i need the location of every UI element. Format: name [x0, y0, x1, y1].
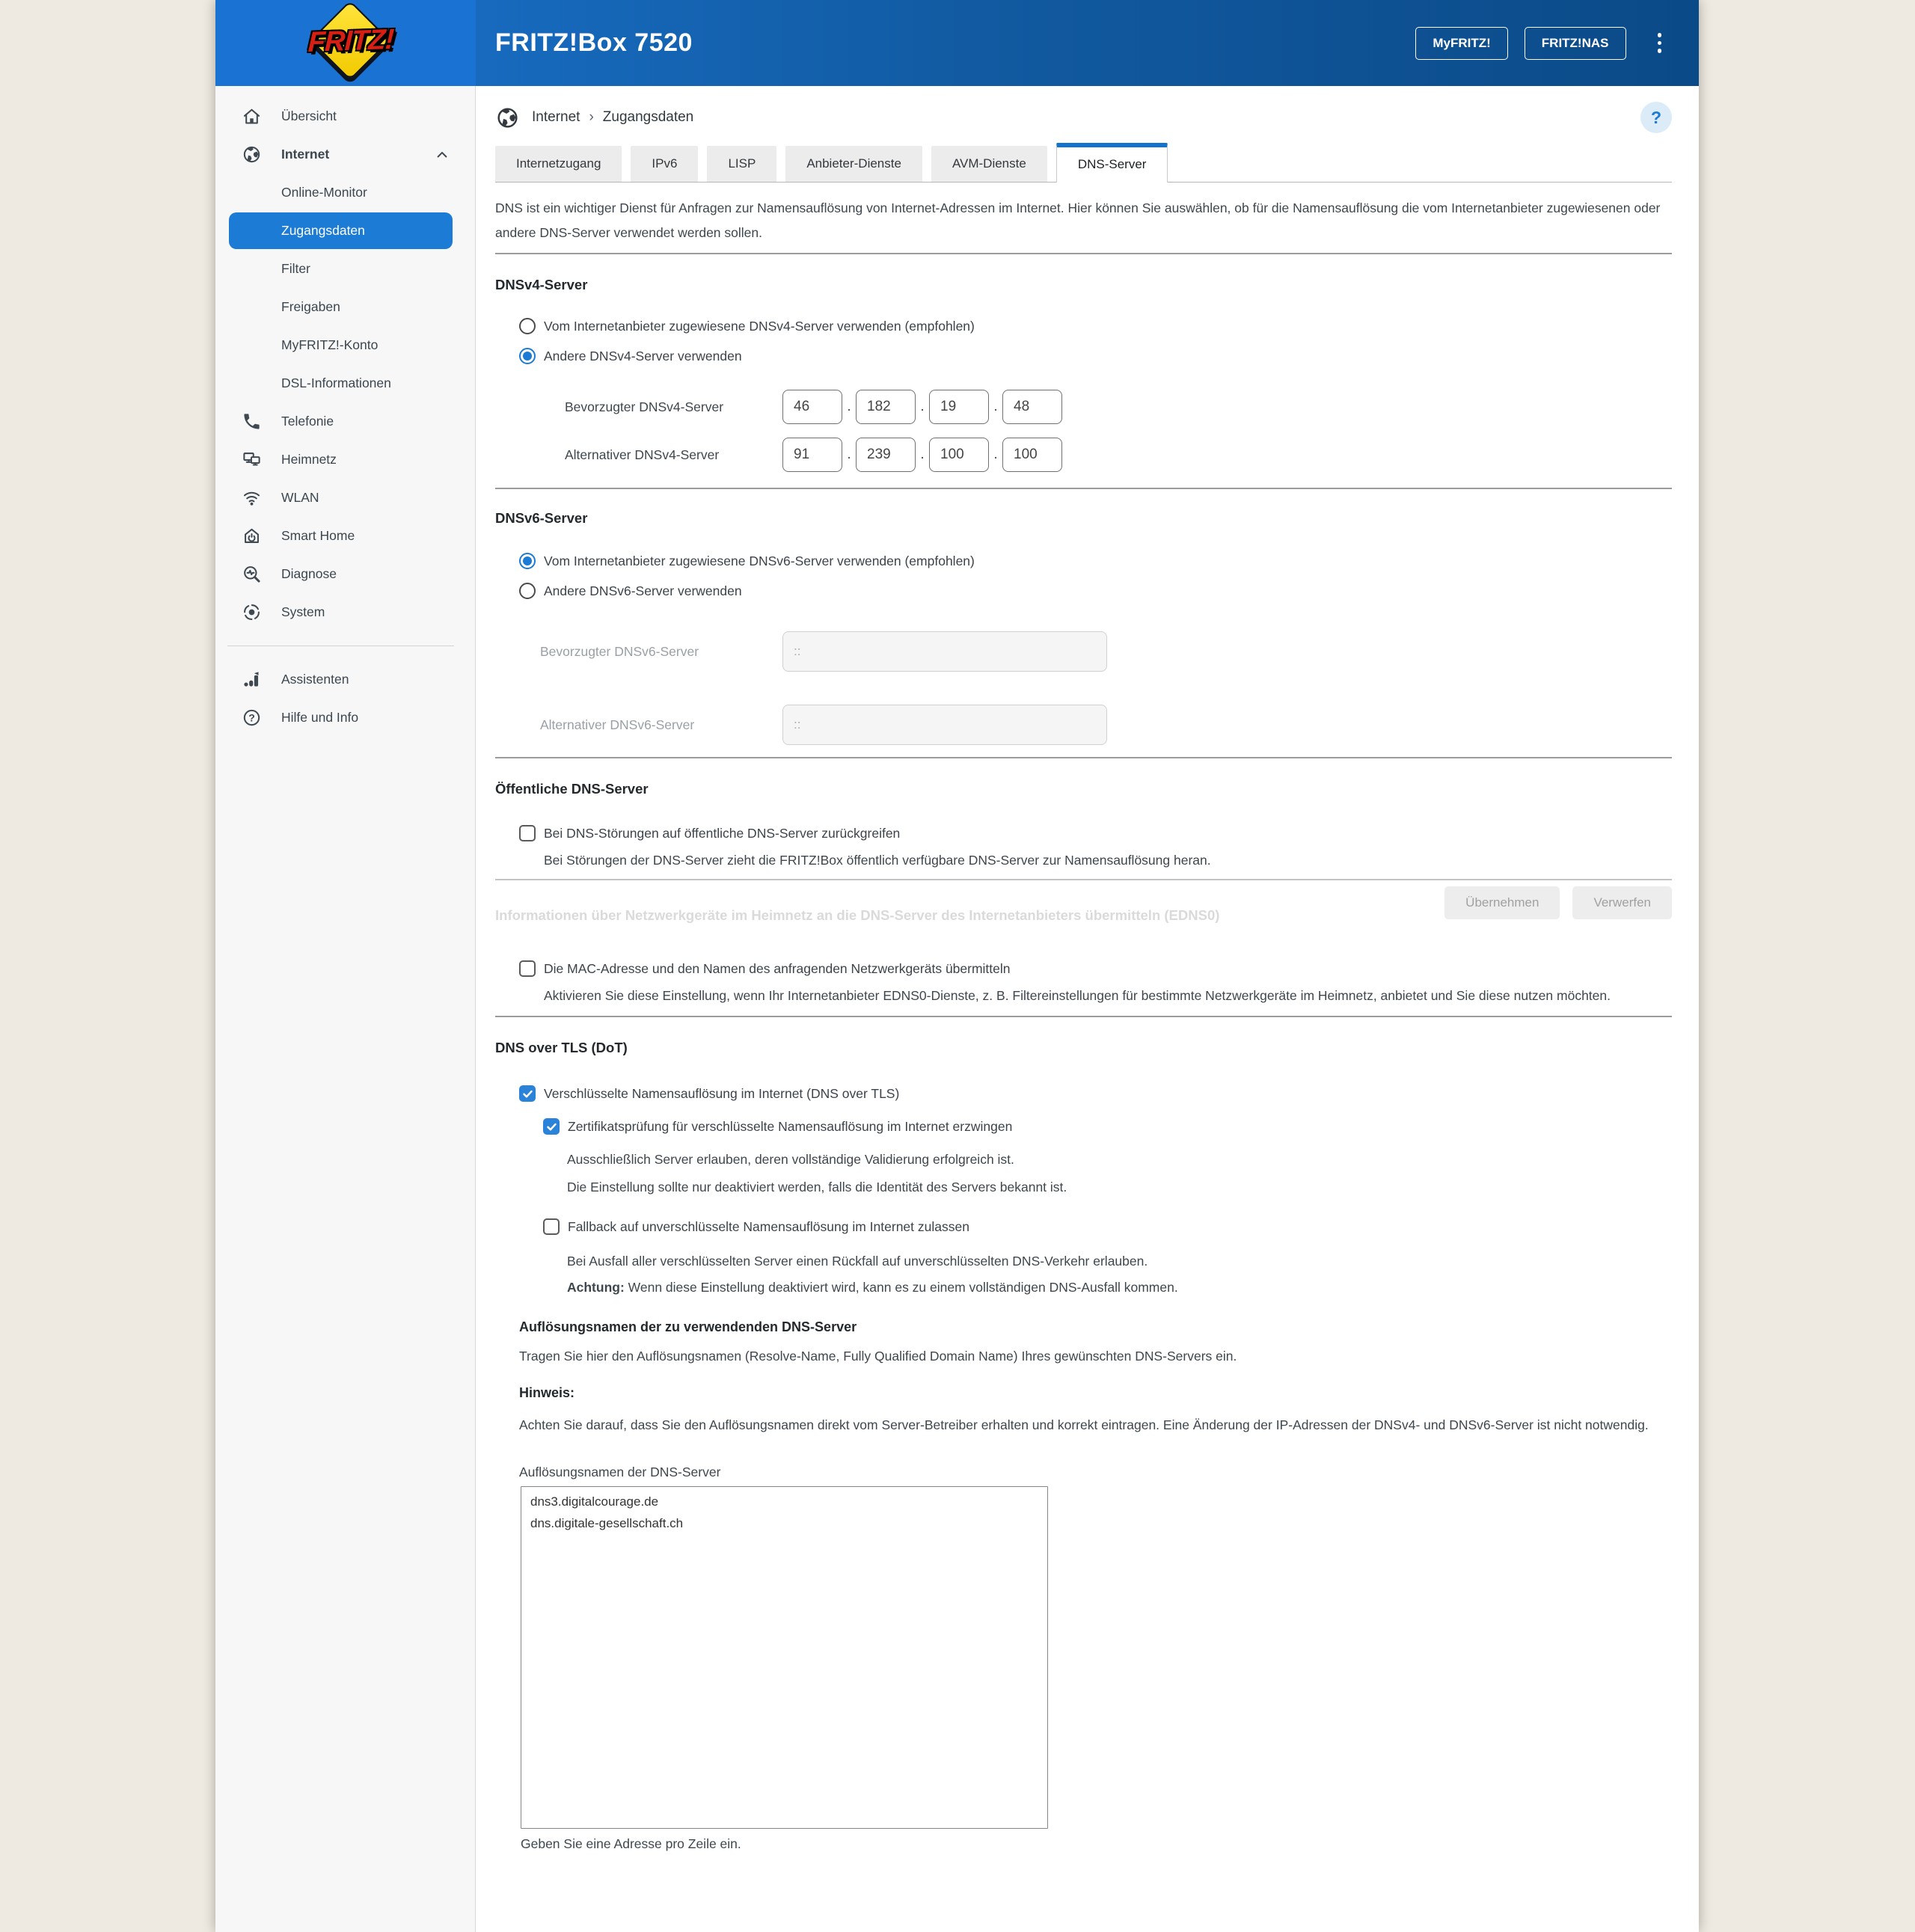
divider	[495, 253, 1672, 254]
dnsv4-alternative-row	[495, 431, 1672, 479]
checkbox-label: Verschlüsselte Namensauflösung im Internet (DNS over TLS)	[544, 1085, 900, 1101]
apply-bar	[495, 880, 1672, 940]
dnsv4-heading: DNSv4-Server	[495, 277, 588, 292]
radio-label: Andere DNSv6-Server verwenden	[544, 583, 742, 598]
octet-separator: .	[847, 399, 851, 414]
field-label: Bevorzugter DNSv6-Server	[540, 643, 699, 659]
checkbox-label: Zertifikatsprüfung für verschlüsselte Namensauflösung im Internet erzwingen	[568, 1118, 1013, 1134]
dnsv4-provider-option[interactable]	[519, 311, 1672, 341]
sidebar-item-label: Heimnetz	[281, 452, 337, 467]
fritz-logo	[305, 3, 396, 84]
dnsv4-preferred-row	[495, 383, 1672, 431]
sidebar-item-hilfe-und-info[interactable]	[215, 699, 475, 737]
sidebar-item-label: Zugangsdaten	[281, 223, 365, 238]
dnsv4-preferred-octet-1[interactable]	[782, 390, 842, 424]
sidebar-item-filter[interactable]	[215, 250, 475, 288]
octet-separator: .	[920, 399, 925, 414]
dnsv6-preferred-input[interactable]	[782, 631, 1107, 672]
checkbox-label: Fallback auf unverschlüsselte Namensauflösung im Internet zulassen	[568, 1218, 969, 1234]
radio-label: Andere DNSv4-Server verwenden	[544, 348, 742, 364]
dnsv4-preferred-octet-4[interactable]	[1002, 390, 1062, 424]
check-icon	[546, 1121, 557, 1132]
dot-fallback-desc: Bei Ausfall aller verschlüsselten Server einen Rückfall auf unverschlüsselten DNS-Verkehr erlauben.	[567, 1254, 1148, 1269]
edns0-checkbox-row[interactable]	[519, 954, 1672, 984]
globe-icon	[495, 105, 520, 130]
dot-encrypted-checkbox-row[interactable]	[519, 1079, 1672, 1108]
public-dns-heading: Öffentliche DNS-Server	[495, 781, 649, 797]
tab-internetzugang[interactable]: Internetzugang	[495, 146, 622, 182]
sidebar-item-label: System	[281, 604, 325, 619]
sidebar-item-diagnose[interactable]	[215, 555, 475, 593]
main-content	[476, 86, 1699, 1932]
tab-avm-dienste[interactable]: AVM-Dienste	[931, 146, 1047, 182]
radio-checked-icon[interactable]	[519, 553, 536, 569]
sidebar-divider	[227, 645, 454, 646]
sidebar-item-internet[interactable]	[215, 135, 475, 174]
octet-separator: .	[920, 447, 925, 462]
sidebar-item-label: WLAN	[281, 490, 319, 505]
resolver-field-label: Auflösungsnamen der DNS-Server	[519, 1465, 721, 1479]
resolver-textarea[interactable]	[521, 1486, 1048, 1829]
dnsv4-preferred-octet-3[interactable]	[929, 390, 989, 424]
breadcrumb-section[interactable]: Internet	[532, 109, 580, 125]
sidebar-item-label: Filter	[281, 261, 310, 276]
radio-label: Vom Internetanbieter zugewiesene DNSv4-Server verwenden (empfohlen)	[544, 318, 975, 334]
tab-anbieter-dienste[interactable]: Anbieter-Dienste	[785, 146, 922, 182]
breadcrumb-page: Zugangsdaten	[602, 109, 694, 125]
dnsv4-alternative-octet-4[interactable]	[1002, 438, 1062, 472]
smart-home-icon	[242, 526, 262, 546]
assistants-icon	[242, 669, 262, 690]
sidebar-item-system[interactable]	[215, 593, 475, 631]
fritznas-button[interactable]: FRITZ!NAS	[1525, 27, 1626, 60]
sidebar-item-dsl-informationen[interactable]	[215, 364, 475, 402]
dnsv4-other-option[interactable]	[519, 341, 1672, 371]
breadcrumb-separator-icon: ›	[589, 109, 594, 125]
resolver-hint: Geben Sie eine Adresse pro Zeile ein.	[521, 1836, 741, 1851]
dnsv6-alternative-input[interactable]	[782, 705, 1107, 745]
dot-certcheck-desc2: Die Einstellung sollte nur deaktiviert werden, falls die Identität des Servers bekannt ist.	[567, 1180, 1067, 1195]
dnsv6-other-option[interactable]	[519, 576, 1672, 606]
tab-bar	[495, 143, 1672, 183]
diagnose-icon	[242, 564, 262, 584]
resolver-note-text: Achten Sie darauf, dass Sie den Auflösungsnamen direkt vom Server-Betreiber erhalten und korrekt eintragen. Eine Änderung der IP-Adressen der DNSv4- und DNSv6-Server ist nicht notwendig.	[519, 1417, 1649, 1432]
home-icon	[242, 106, 262, 126]
help-icon	[242, 708, 262, 728]
sidebar-item-label: Freigaben	[281, 299, 340, 314]
sidebar-item-zugangsdaten[interactable]	[229, 212, 453, 249]
phone-icon	[242, 411, 262, 432]
sidebar-item-label: DSL-Informationen	[281, 375, 391, 390]
sidebar-item-label: MyFRITZ!-Konto	[281, 337, 379, 352]
edns0-description: Aktivieren Sie diese Einstellung, wenn Ihr Internetanbieter EDNS0-Dienste, z. B. Filtereinstellungen für bestimmte Netzwerkgeräte im Heimnetz, anbietet und Sie diese nutzen möchten.	[544, 988, 1611, 1003]
sidebar-item-myfritz-konto[interactable]	[215, 326, 475, 364]
radio-label: Vom Internetanbieter zugewiesene DNSv6-Server verwenden (empfohlen)	[544, 553, 975, 568]
sidebar-item-label: Internet	[281, 147, 330, 162]
wifi-icon	[242, 488, 262, 508]
page-title: FRITZ!Box 7520	[495, 28, 693, 57]
resolver-heading: Auflösungsnamen der zu verwendenden DNS-Server	[519, 1319, 857, 1334]
sidebar-item-label: Online-Monitor	[281, 185, 367, 200]
network-icon	[242, 450, 262, 470]
system-icon	[242, 602, 262, 622]
dot-fallback-checkbox-row[interactable]	[543, 1212, 1672, 1242]
sidebar-item-freigaben[interactable]	[215, 288, 475, 326]
chevron-up-icon	[435, 147, 450, 162]
checkbox-checked-icon[interactable]	[543, 1118, 560, 1135]
checkbox-checked-icon[interactable]	[519, 1085, 536, 1102]
warning-label: Achtung:	[567, 1280, 625, 1295]
field-label: Alternativer DNSv6-Server	[540, 717, 695, 732]
octet-separator: .	[993, 399, 998, 414]
dnsv6-preferred-row	[495, 631, 1672, 672]
dot-warning	[567, 1275, 1672, 1300]
sidebar-item-label: Telefonie	[281, 414, 334, 429]
sidebar-item-label: Übersicht	[281, 108, 337, 123]
field-label: Alternativer DNSv4-Server	[565, 447, 720, 462]
public-dns-description: Bei Störungen der DNS-Server zieht die FRITZ!Box öffentlich verfügbare DNS-Server zur Namensauflösung heran.	[544, 853, 1211, 868]
header-main	[476, 0, 1699, 86]
app-window	[215, 0, 1699, 1932]
checkbox-unchecked-icon[interactable]	[519, 960, 536, 977]
octet-separator: .	[993, 447, 998, 462]
header	[215, 0, 1699, 86]
sidebar-item-wlan[interactable]	[215, 479, 475, 517]
dnsv6-heading: DNSv6-Server	[495, 510, 588, 526]
divider	[495, 488, 1672, 489]
dot-certcheck-checkbox-row[interactable]	[543, 1111, 1672, 1141]
dnsv4-alternative-octet-3[interactable]	[929, 438, 989, 472]
body	[215, 86, 1699, 1932]
dnsv6-alternative-row	[495, 705, 1672, 745]
sidebar-item-label: Diagnose	[281, 566, 337, 581]
breadcrumb	[495, 86, 1672, 132]
tab-lisp[interactable]: LISP	[707, 146, 776, 182]
dot-certcheck-desc1: Ausschließlich Server erlauben, deren vollständige Validierung erfolgreich ist.	[567, 1152, 1014, 1167]
sidebar-item-heimnetz[interactable]	[215, 441, 475, 479]
globe-icon	[242, 144, 262, 165]
check-icon	[522, 1088, 533, 1100]
myfritz-button[interactable]: MyFRITZ!	[1415, 27, 1507, 60]
sidebar-item-online-monitor[interactable]	[215, 174, 475, 212]
divider	[495, 757, 1672, 758]
radio-unchecked-icon[interactable]	[519, 318, 536, 334]
radio-checked-icon[interactable]	[519, 348, 536, 364]
edns0-heading: Informationen über Netzwerkgeräte im Heimnetz an die DNS-Server des Internetanbieters übermitteln (EDNS0)	[495, 907, 1220, 923]
sidebar-item-smart-home[interactable]	[215, 517, 475, 555]
kebab-menu-icon[interactable]	[1658, 33, 1662, 53]
discard-button[interactable]: Verwerfen	[1572, 886, 1672, 919]
tab-ipv6[interactable]: IPv6	[631, 146, 698, 182]
dnsv4-alternative-octet-2[interactable]	[856, 438, 916, 472]
checkbox-label: Bei DNS-Störungen auf öffentliche DNS-Server zurückgreifen	[544, 825, 901, 841]
dnsv4-alternative-octet-1[interactable]	[782, 438, 842, 472]
dnsv4-preferred-octet-2[interactable]	[856, 390, 916, 424]
dot-heading: DNS over TLS (DoT)	[495, 1040, 628, 1055]
divider	[495, 1016, 1672, 1017]
radio-unchecked-icon[interactable]	[519, 583, 536, 599]
sidebar-item-label: Smart Home	[281, 528, 355, 543]
public-dns-checkbox-row[interactable]	[519, 818, 1672, 848]
intro-text: DNS ist ein wichtiger Dienst für Anfragen zur Namensauflösung von Internet-Adressen im Internet. Hier können Sie auswählen, ob für die Namensauflösung die vom Internetanbieter zugewiesenen oder andere DNS-Server verwendet werden sollen.	[495, 200, 1661, 240]
octet-separator: .	[847, 447, 851, 462]
warning-text: Wenn diese Einstellung deaktiviert wird, kann es zu einem vollständigen DNS-Ausfall kommen.	[624, 1280, 1178, 1295]
checkbox-unchecked-icon[interactable]	[543, 1218, 560, 1235]
sidebar-item-label: Assistenten	[281, 672, 349, 687]
tab-dns-server[interactable]: DNS-Server	[1056, 143, 1168, 183]
sidebar-item-uebersicht[interactable]	[215, 97, 475, 135]
sidebar	[215, 86, 476, 1932]
sidebar-item-label: Hilfe und Info	[281, 710, 359, 725]
checkbox-unchecked-icon[interactable]	[519, 825, 536, 841]
dnsv6-provider-option[interactable]	[519, 546, 1672, 576]
svg-text:?: ?	[248, 711, 255, 724]
field-label: Bevorzugter DNSv4-Server	[565, 399, 724, 414]
help-button[interactable]: ?	[1640, 102, 1672, 133]
resolver-note-label: Hinweis:	[519, 1385, 575, 1400]
apply-button[interactable]: Übernehmen	[1444, 886, 1560, 919]
logo-block	[215, 0, 476, 86]
checkbox-label: Die MAC-Adresse und den Namen des anfragenden Netzwerkgeräts übermitteln	[544, 960, 1011, 976]
resolver-text: Tragen Sie hier den Auflösungsnamen (Resolve-Name, Fully Qualified Domain Name) Ihres gewünschten DNS-Servers ein.	[519, 1349, 1237, 1364]
sidebar-item-assistenten[interactable]	[215, 660, 475, 699]
fritz-logo-text: FRITZ!	[307, 24, 394, 58]
sidebar-item-telefonie[interactable]	[215, 402, 475, 441]
